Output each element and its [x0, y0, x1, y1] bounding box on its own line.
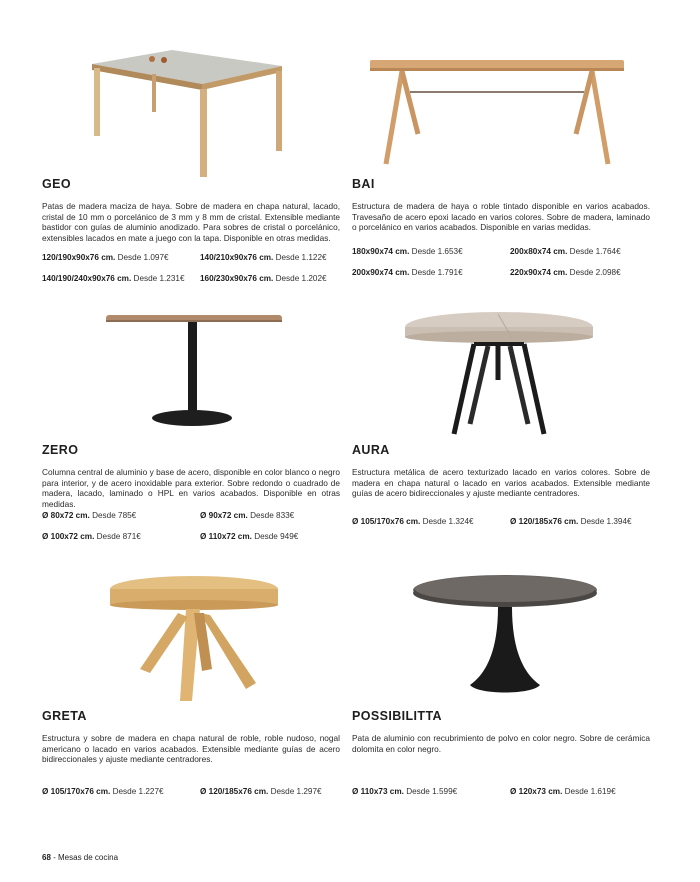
bai-table-image — [366, 56, 628, 168]
page-number: 68 — [42, 853, 51, 862]
product-zero — [42, 443, 340, 541]
size-price-item — [510, 787, 650, 796]
possibilitta-table-image — [408, 573, 602, 703]
size-price: Desde 833€ — [250, 511, 295, 520]
size-price-list — [42, 511, 340, 541]
product-possibilitta — [352, 709, 650, 796]
product-aura — [352, 443, 650, 526]
size-dimensions: 160/230x90x76 cm. — [200, 274, 274, 283]
size-dimensions: 200x90x74 cm. — [352, 268, 410, 277]
size-dimensions: Ø 80x72 cm. — [42, 511, 90, 520]
size-price-item — [352, 517, 510, 526]
size-price: Desde 1.653€ — [411, 247, 463, 256]
size-dimensions: 200x80x74 cm. — [510, 247, 568, 256]
size-price: Desde 1.394€ — [580, 517, 632, 526]
product-description: Columna central de aluminio y base de acero, disponible en color blanco o negro para interior, y de acero inoxidable para exterior. Sobre redondo o cuadrado de madera, lacado, laminado o HPL en varios acabados. Disponible en otras medidas. — [42, 467, 340, 509]
size-dimensions: Ø 105/170x76 cm. — [42, 787, 111, 796]
size-price-item — [200, 511, 340, 520]
product-bai — [352, 177, 650, 277]
section-name: Mesas de cocina — [58, 853, 119, 862]
size-price-item — [510, 247, 650, 256]
product-description: Pata de aluminio con recubrimiento de polvo en color negro. Sobre de cerámica dolomita en color negro. — [352, 733, 650, 754]
size-price-item — [42, 274, 200, 283]
size-price-list — [352, 517, 650, 526]
size-price: Desde 1.297€ — [270, 787, 322, 796]
size-price: Desde 1.231€ — [133, 274, 185, 283]
geo-table-image — [82, 44, 292, 180]
size-price-item — [200, 532, 340, 541]
product-name: ZERO — [42, 443, 79, 457]
size-price: Desde 1.227€ — [112, 787, 164, 796]
product-description: Patas de madera maciza de haya. Sobre de madera en chapa natural, lacado, cristal de 10 mm o porcelánico de 3 mm y 8 mm de cristal. Extensible mediante bastidor con guías de aluminio anodizado. Para sobres de cristal o porcelánico, extensibles lacados en mate a juego con la tapa. Disponible en otras medidas. — [42, 201, 340, 243]
size-price-item — [352, 247, 510, 256]
size-price: Desde 1.619€ — [564, 787, 616, 796]
product-name: POSSIBILITTA — [352, 709, 442, 723]
size-price: Desde 1.097€ — [117, 253, 169, 262]
size-dimensions: Ø 120/185x76 cm. — [510, 517, 579, 526]
size-dimensions: 220x90x74 cm. — [510, 268, 568, 277]
size-price: Desde 1.599€ — [406, 787, 458, 796]
size-dimensions: Ø 110x73 cm. — [352, 787, 404, 796]
size-price-item — [200, 253, 340, 262]
aura-table-image — [402, 310, 596, 440]
product-description: Estructura y sobre de madera en chapa natural de roble, roble nudoso, nogal americano o lacado en varios acabados. Extensible mediante guías de acero bidireccionales y ajuste mediante centradores. — [42, 733, 340, 765]
size-price: Desde 1.764€ — [569, 247, 621, 256]
size-price-item — [42, 253, 200, 262]
size-dimensions: Ø 120x73 cm. — [510, 787, 563, 796]
size-price: Desde 1.202€ — [275, 274, 327, 283]
size-price-list — [42, 787, 340, 796]
product-description: Estructura metálica de acero texturizado lacado en varios colores. Sobre de madera en chapa natural o lacado en varios acabados. Extensible mediante guías de acero bidireccionales y ajuste mediante centradores. — [352, 467, 650, 499]
size-price-list — [352, 247, 650, 277]
product-description: Estructura de madera de haya o roble tintado disponible en varios acabados. Travesaño de acero epoxi lacado en varios colores. Sobre de madera, laminado o porcelánico en varios acabados. Disponible en varias medidas. — [352, 201, 650, 233]
size-price-item — [42, 532, 200, 541]
size-price-item — [42, 787, 200, 796]
product-name: BAI — [352, 177, 375, 191]
size-price-item — [42, 511, 200, 520]
size-price: Desde 2.098€ — [569, 268, 621, 277]
size-price-list — [42, 253, 340, 283]
greta-table-image — [108, 573, 280, 705]
zero-table-image — [104, 310, 284, 430]
size-price-item — [510, 268, 650, 277]
size-dimensions: 120/190x90x76 cm. — [42, 253, 116, 262]
size-dimensions: Ø 110x72 cm. — [200, 532, 252, 541]
size-price-item — [352, 268, 510, 277]
size-price: Desde 871€ — [96, 532, 141, 541]
size-price: Desde 785€ — [92, 511, 137, 520]
size-dimensions: Ø 120/185x76 cm. — [200, 787, 269, 796]
size-price-item — [352, 787, 510, 796]
size-dimensions: Ø 105/170x76 cm. — [352, 517, 421, 526]
footer-separator: - — [50, 853, 59, 862]
product-greta — [42, 709, 340, 796]
product-geo — [42, 177, 340, 283]
product-name: GRETA — [42, 709, 87, 723]
size-dimensions: 140/210x90x76 cm. — [200, 253, 274, 262]
size-price: Desde 1.122€ — [275, 253, 327, 262]
size-price-list — [352, 787, 650, 796]
size-price-item — [200, 787, 340, 796]
page-footer — [42, 853, 118, 862]
size-dimensions: 180x90x74 cm. — [352, 247, 410, 256]
size-price: Desde 949€ — [254, 532, 299, 541]
product-name: AURA — [352, 443, 390, 457]
product-name: GEO — [42, 177, 71, 191]
size-price: Desde 1.324€ — [422, 517, 474, 526]
size-dimensions: Ø 100x72 cm. — [42, 532, 95, 541]
size-price: Desde 1.791€ — [411, 268, 463, 277]
size-price-item — [200, 274, 340, 283]
size-dimensions: 140/190/240x90x76 cm. — [42, 274, 132, 283]
size-price-item — [510, 517, 650, 526]
size-dimensions: Ø 90x72 cm. — [200, 511, 248, 520]
